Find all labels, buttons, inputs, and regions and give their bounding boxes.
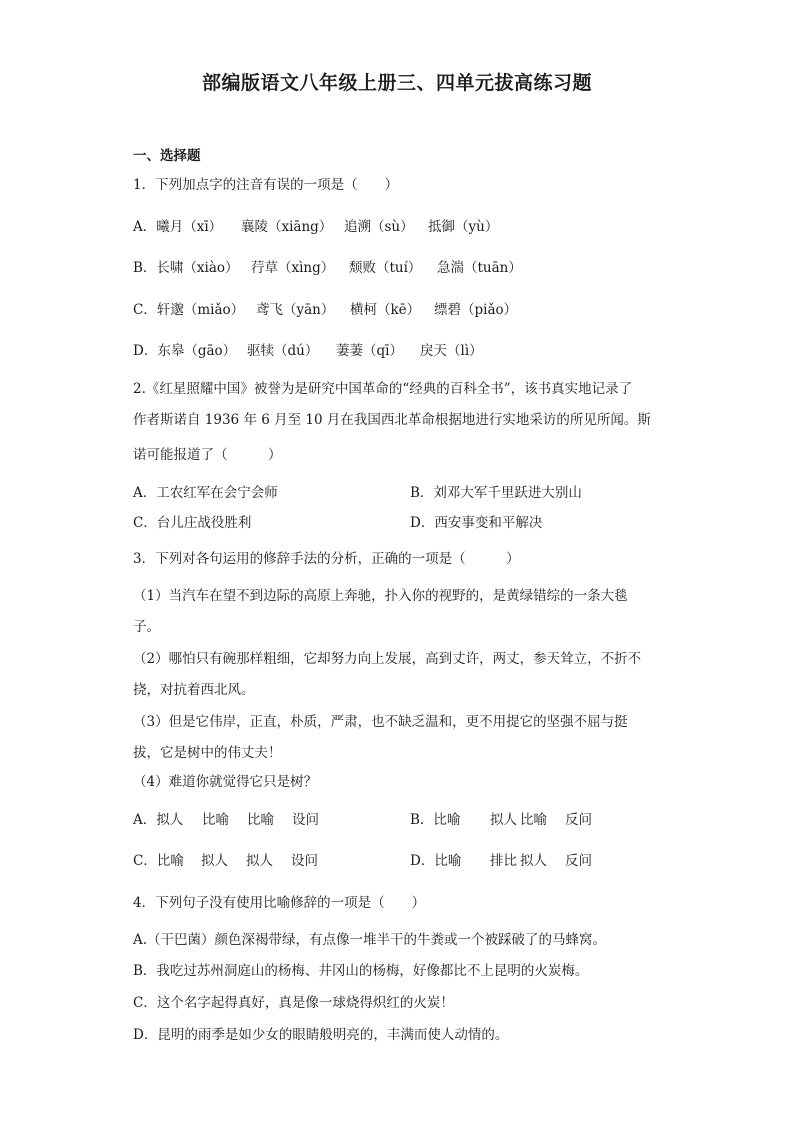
question-2-option-c: C．台儿庄战役胜利 xyxy=(133,515,252,531)
option-item: 反问 xyxy=(565,812,592,828)
question-2-stem-line-2: 作者斯诺自 1936 年 6 月至 10 月在我国西北革命根据地进行实地采访的所见所闻。斯 xyxy=(133,412,651,428)
question-1-option-c xyxy=(133,300,517,320)
option-item: 排比 xyxy=(490,853,517,869)
option-item: 追溯（sù） xyxy=(344,219,414,235)
option-item: 拟人 xyxy=(490,812,517,828)
option-item: 荇草（xìng） xyxy=(251,260,335,276)
question-4-option-a: A.（干巴菌）颜色深褐带绿，有点像一堆半干的牛粪或一个被踩破了的马蜂窝。 xyxy=(133,932,607,948)
question-3-sentence-3: （3）但是它伟岸，正直，朴质，严肃，也不缺乏温和，更不用提它的坚强不屈与挺 xyxy=(133,714,628,730)
question-3-sentence-2-cont: 挠，对抗着西北风。 xyxy=(133,682,255,698)
option-item: 比喻 xyxy=(247,812,274,828)
option-item: 比喻 xyxy=(520,812,547,828)
option-item: 反问 xyxy=(565,853,592,869)
question-2-stem-line-3: 诺可能报道了（ ） xyxy=(133,447,282,463)
option-item: D．比喻 xyxy=(410,853,462,869)
question-2-option-b: B．刘邓大军千里跃进大别山 xyxy=(410,485,582,501)
option-item: B．长啸（xiào） xyxy=(133,260,239,276)
option-item: 横柯（kē） xyxy=(350,302,421,318)
option-item: A．曦月（xī） xyxy=(133,219,223,235)
option-item: 拟人 xyxy=(520,853,547,869)
option-item: 设问 xyxy=(291,853,318,869)
question-3-option-b xyxy=(410,810,592,830)
question-2-stem-line-1: 2.《红星照耀中国》被誉为是研究中国革命的“经典的百科全书”，该书真实地记录了 xyxy=(133,381,633,397)
question-1-option-d xyxy=(133,341,483,361)
option-item: 萋萋（qī） xyxy=(336,343,403,359)
option-item: A．拟人 xyxy=(133,812,184,828)
question-2-option-a: A．工农红军在会宁会师 xyxy=(133,485,278,501)
option-item: 设问 xyxy=(292,812,319,828)
option-item: C．比喻 xyxy=(133,853,184,869)
question-2-option-d: D．西安事变和平解决 xyxy=(410,515,543,531)
option-item: 比喻 xyxy=(202,812,229,828)
option-item: 抵御（yù） xyxy=(428,219,499,235)
option-item: 拟人 xyxy=(201,853,228,869)
question-4-stem: 4．下列句子没有使用比喻修辞的一项是（ ） xyxy=(133,895,426,911)
question-1-option-b xyxy=(133,258,522,278)
question-3-option-c xyxy=(133,851,318,871)
option-item: 拟人 xyxy=(246,853,273,869)
question-3-option-d xyxy=(410,851,592,871)
question-1-option-a xyxy=(133,217,498,237)
question-3-sentence-1: （1）当汽车在望不到边际的高原上奔驰，扑入你的视野的，是黄绿错综的一条大毯 xyxy=(133,588,628,604)
question-4-option-d: D．昆明的雨季是如少女的眼睛般明亮的，丰满而使人动情的。 xyxy=(133,1027,509,1043)
question-3-sentence-2: （2）哪怕只有碗那样粗细，它却努力向上发展，高到丈许，两丈，参天耸立，不折不 xyxy=(133,651,642,667)
option-item: 驱犊（dú） xyxy=(247,343,319,359)
option-item: 戾天（lì） xyxy=(420,343,483,359)
question-3-stem: 3．下列对各句运用的修辞手法的分析，正确的一项是（ ） xyxy=(133,551,520,567)
question-3-sentence-4: （4）难道你就觉得它只是树？ xyxy=(133,774,318,790)
option-item: 缥碧（piǎo） xyxy=(434,302,518,318)
option-item: 颓败（tuí） xyxy=(349,260,422,276)
option-item: 襄陵（xiāng） xyxy=(241,219,333,235)
question-4-option-c: C．这个名字起得真好，真是像一球烧得炽红的火炭！ xyxy=(133,995,454,1011)
option-item: 急湍（tuān） xyxy=(437,260,522,276)
question-1-stem: 1．下列加点字的注音有误的一项是（ ） xyxy=(133,177,399,193)
page-title: 部编版语文八年级上册三、四单元拔高练习题 xyxy=(201,72,592,94)
section-heading: 一、选择题 xyxy=(133,148,201,164)
option-item: B．比喻 xyxy=(410,812,461,828)
option-item: 鸢飞（yān） xyxy=(256,302,335,318)
question-3-sentence-3-cont: 拔，它是树中的伟丈夫！ xyxy=(133,745,282,761)
question-4-option-b: B．我吃过苏州洞庭山的杨梅、井冈山的杨梅，好像都比不上昆明的火炭梅。 xyxy=(133,963,589,979)
option-item: D．东皋（gāo） xyxy=(133,343,237,359)
question-3-sentence-1-cont: 子。 xyxy=(133,619,160,635)
option-item: C．轩邈（miǎo） xyxy=(133,302,245,318)
question-3-option-a xyxy=(133,810,319,830)
